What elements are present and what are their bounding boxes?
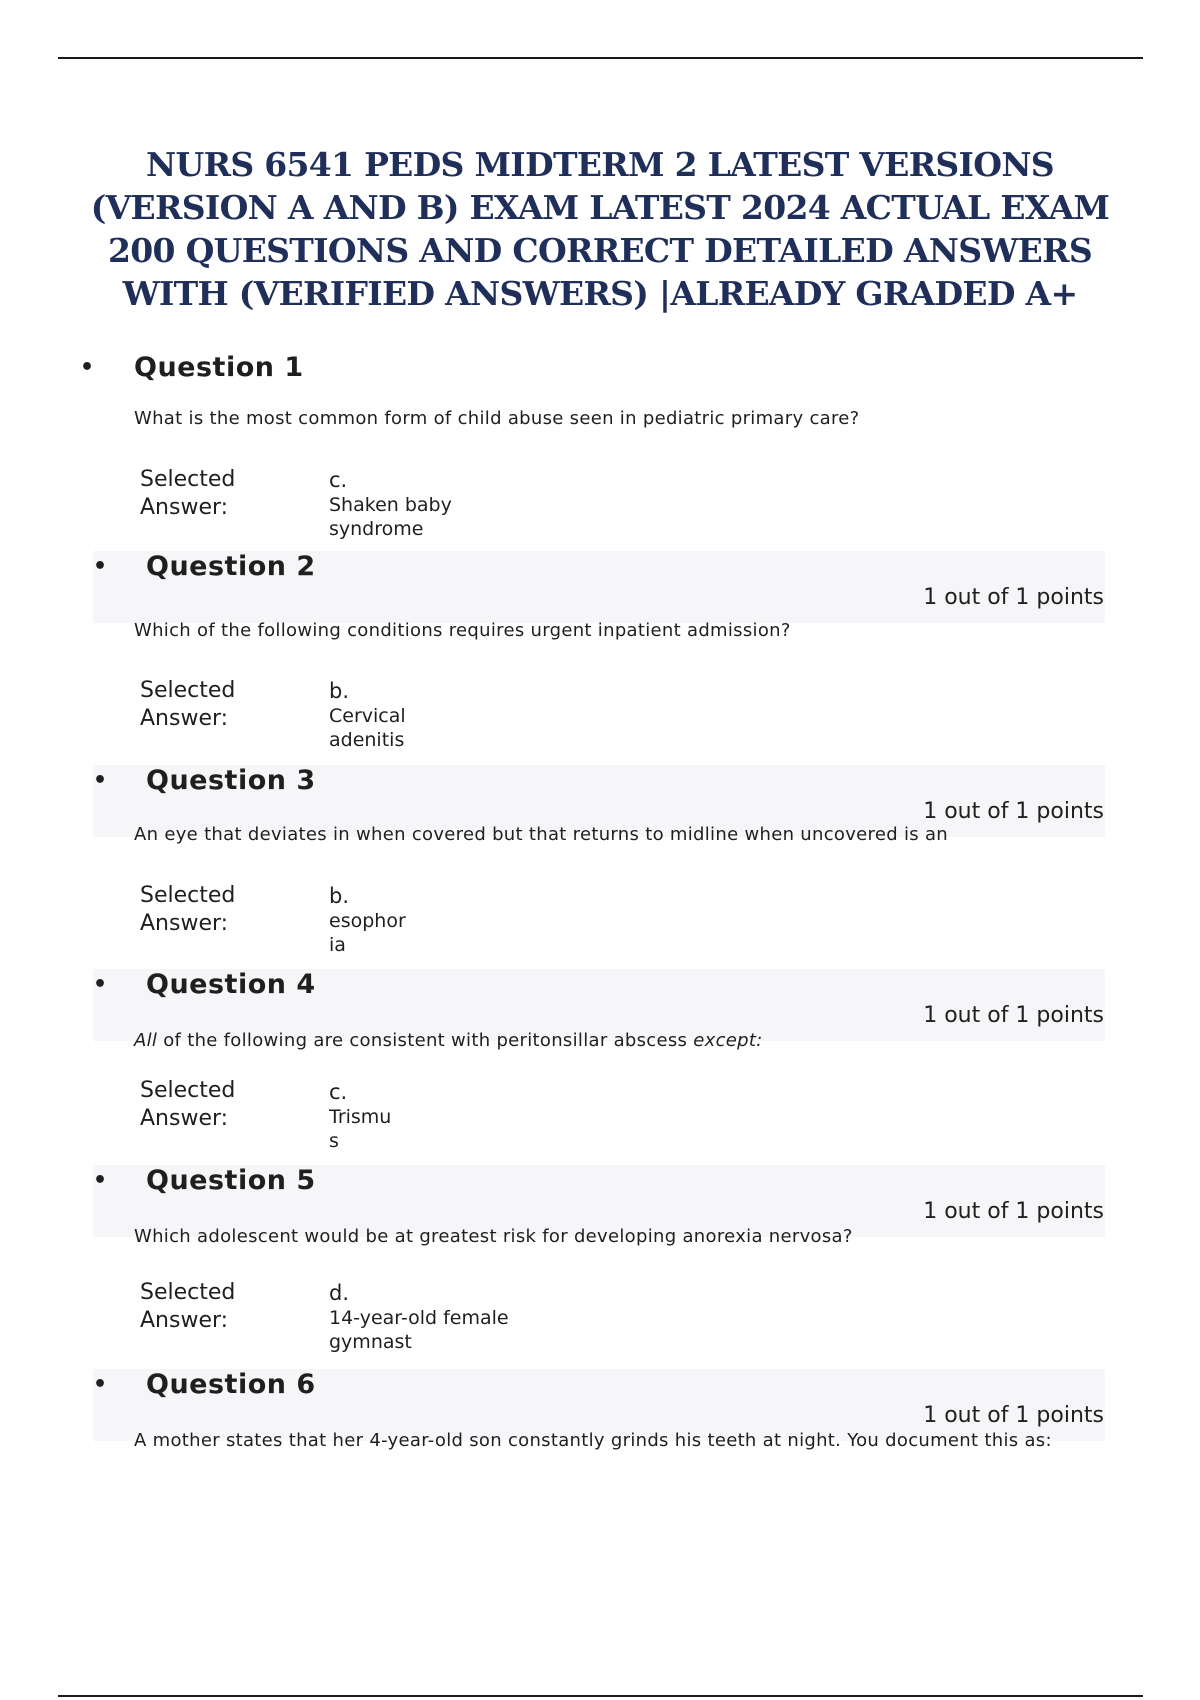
answer-text: 14-year-old female gymnast	[329, 1307, 509, 1353]
question-text: Which adolescent would be at greatest risk for developing anorexia nervosa?	[134, 1226, 853, 1247]
points-score: 1 out of 1 points	[923, 799, 1104, 824]
selected-answer-label: Selected Answer:	[140, 1078, 236, 1131]
question-text: Which of the following conditions requires urgent inpatient admission?	[134, 620, 791, 641]
emphasis-text: except:	[693, 1030, 763, 1051]
question-heading: Question 6	[146, 1369, 316, 1400]
selected-answer-label: Selected Answer:	[140, 883, 236, 936]
answer-text: Cervical adenitis	[329, 705, 406, 751]
answer-letter: b.	[329, 884, 350, 908]
answer-letter: d.	[329, 1281, 350, 1305]
question-text: A mother states that her 4-year-old son constantly grinds his teeth at night. You document this as:	[134, 1430, 1052, 1451]
answer-letter: c.	[329, 1080, 348, 1104]
answer-text: esophoria	[329, 910, 406, 956]
selected-answer-label: Selected Answer:	[140, 678, 236, 731]
question-text: What is the most common form of child abuse seen in pediatric primary care?	[134, 408, 860, 429]
emphasis-text: All	[134, 1030, 158, 1051]
question-text	[134, 1029, 1074, 1053]
question-heading: Question 4	[146, 969, 316, 1000]
question-heading: Question 5	[146, 1165, 316, 1196]
bottom-rule	[58, 1695, 1143, 1697]
answer-text: Trismus	[329, 1106, 392, 1152]
question-text-body: of the following are consistent with peritonsillar abscess	[157, 1030, 694, 1051]
question-heading: Question 3	[146, 765, 316, 796]
answer-letter: c.	[329, 468, 348, 492]
selected-answer-label: Selected Answer:	[140, 1280, 236, 1333]
points-score: 1 out of 1 points	[923, 1403, 1104, 1428]
question-heading: Question 2	[146, 551, 316, 582]
question-heading: Question 1	[134, 352, 304, 383]
top-rule	[58, 57, 1143, 59]
document-title: NURS 6541 PEDS MIDTERM 2 LATEST VERSIONS (VERSION A AND B) EXAM LATEST 2024 ACTUAL EXAM 200 QUESTIONS AND CORRECT DETAILED ANSWERS WITH (VERIFIED ANSWERS) |ALREADY GRADED A+	[90, 145, 1110, 313]
bullet-icon: •	[93, 1372, 108, 1397]
selected-answer-label: Selected Answer:	[140, 467, 236, 520]
points-score: 1 out of 1 points	[923, 585, 1104, 610]
bullet-icon: •	[93, 972, 108, 997]
answer-letter: b.	[329, 679, 350, 703]
points-score: 1 out of 1 points	[923, 1003, 1104, 1028]
points-score: 1 out of 1 points	[923, 1199, 1104, 1224]
bullet-icon: •	[93, 768, 108, 793]
bullet-icon: •	[93, 1168, 108, 1193]
question-text: An eye that deviates in when covered but that returns to midline when uncovered is an	[134, 824, 949, 845]
bullet-icon: •	[93, 554, 108, 579]
bullet-icon: •	[80, 355, 95, 380]
answer-text: Shaken baby syndrome	[329, 494, 452, 540]
